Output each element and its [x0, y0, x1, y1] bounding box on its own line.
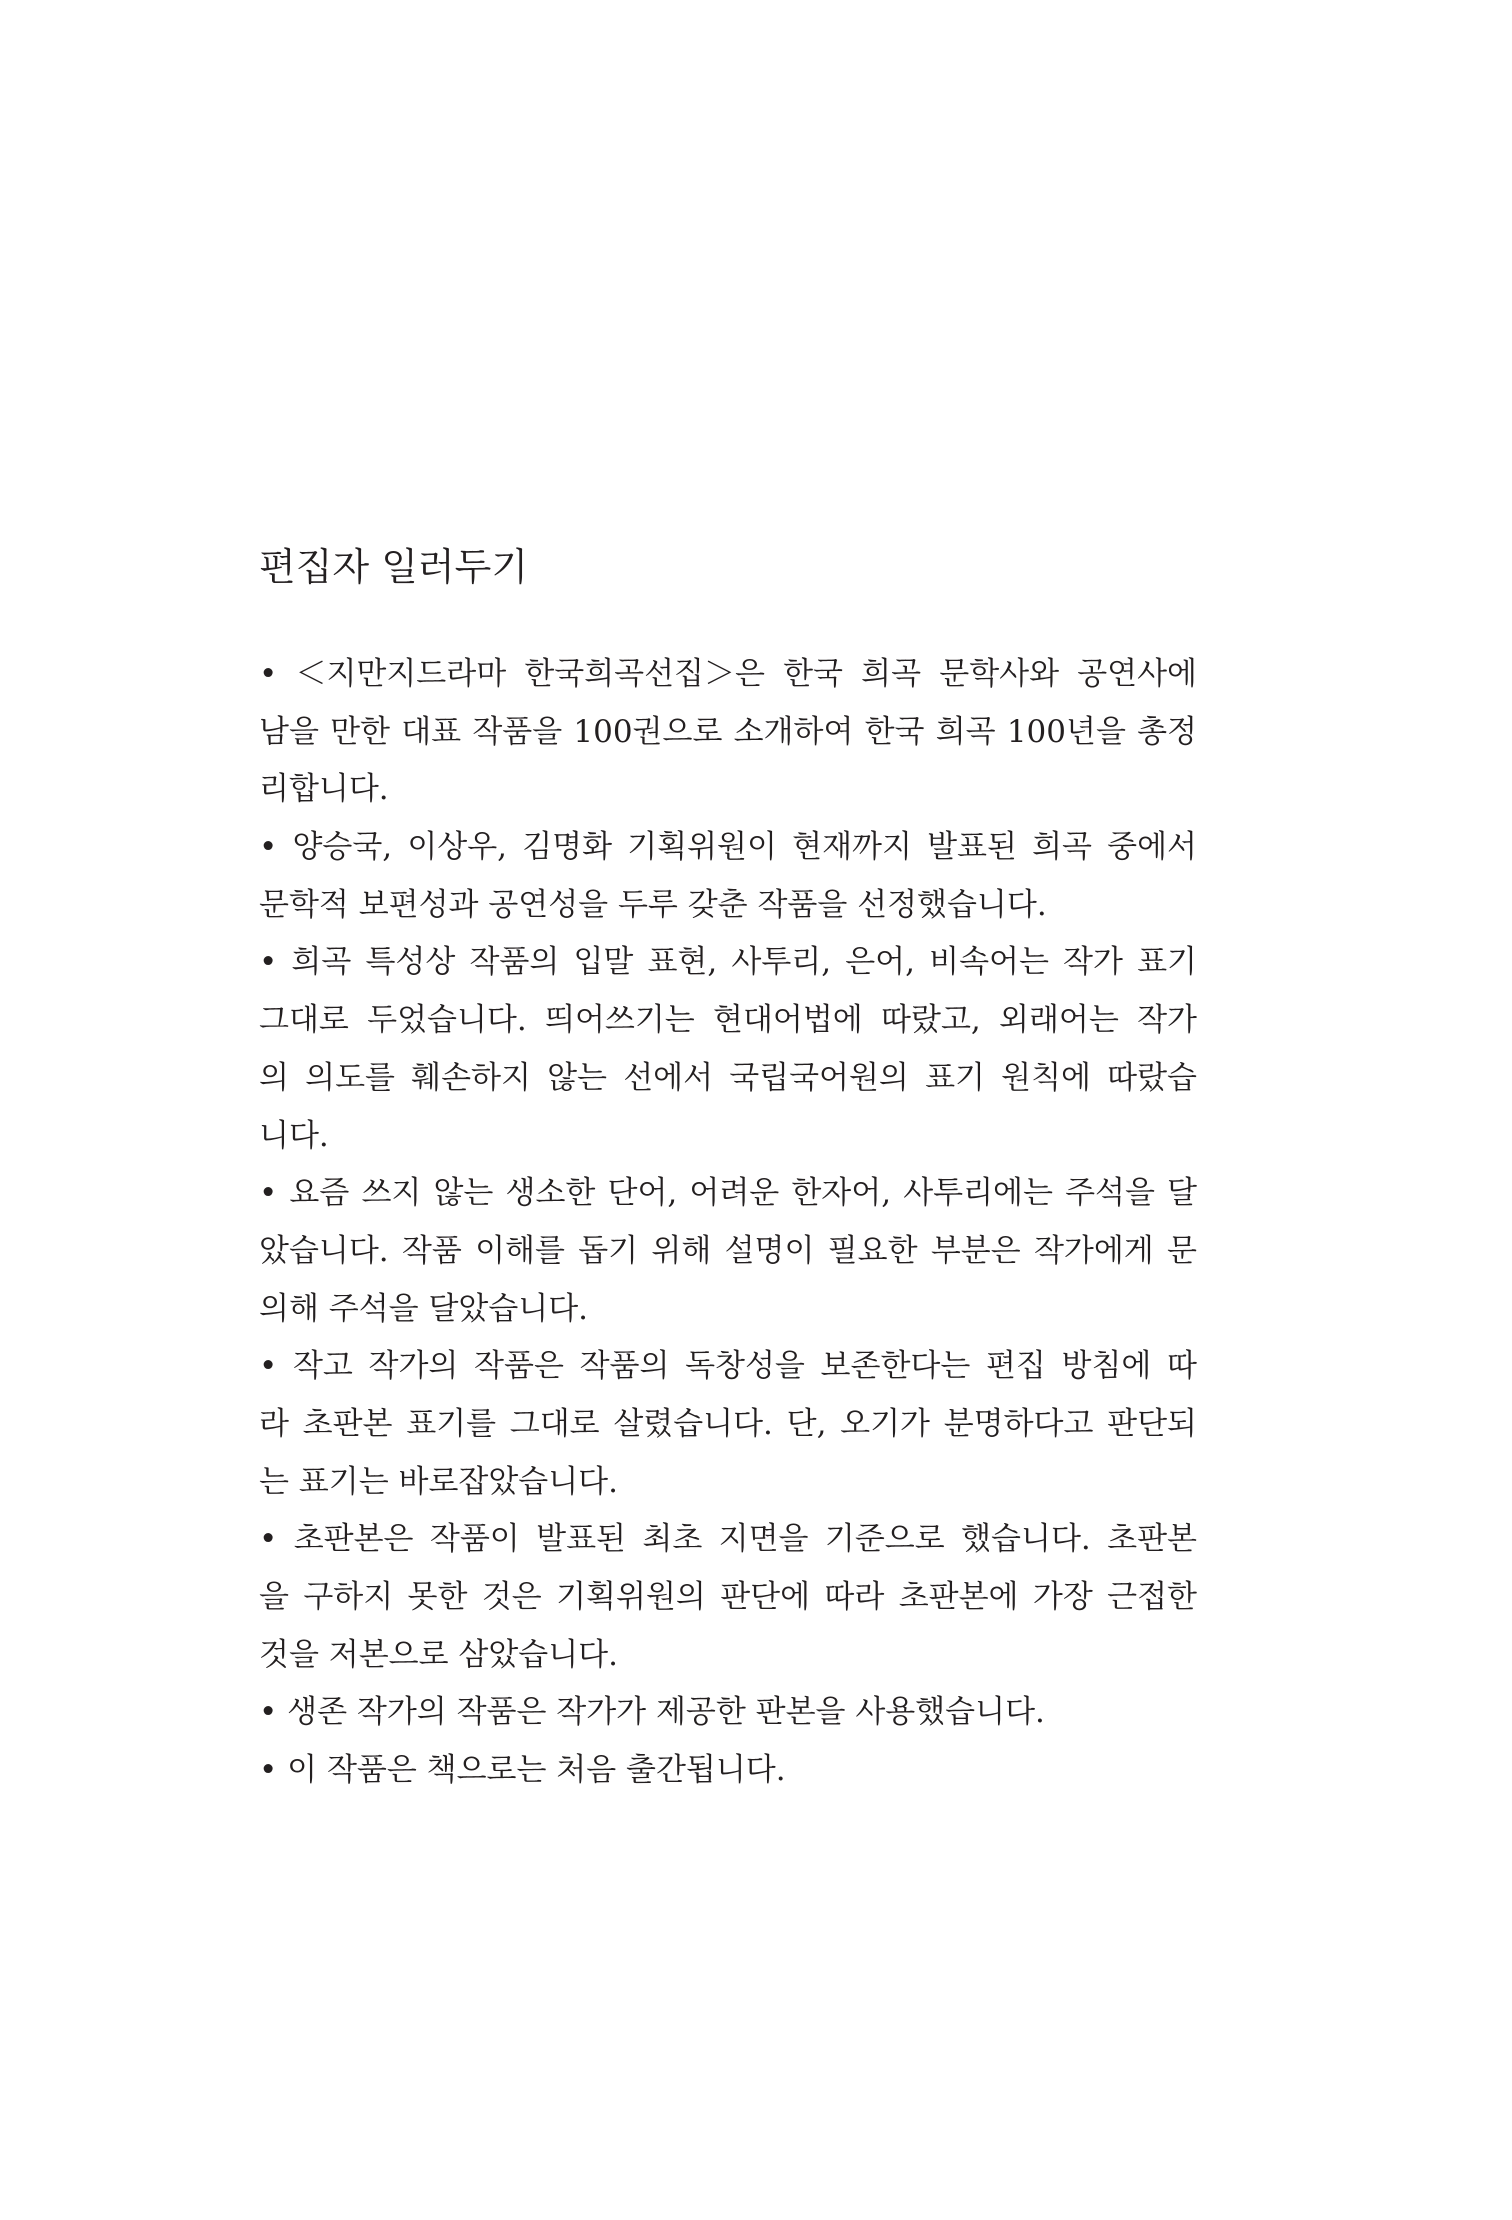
note-line: [259, 1454, 1197, 1512]
note-line-text: 리합니다.: [259, 771, 389, 808]
note-item: [259, 1684, 1197, 1742]
note-line-text: 니다.: [259, 1117, 329, 1154]
note-line: [259, 1511, 1197, 1569]
note-item: [259, 1511, 1197, 1684]
note-line: [259, 1742, 1197, 1800]
note-line: [259, 1684, 1197, 1742]
note-line: [259, 1569, 1197, 1627]
note-line: [259, 704, 1197, 762]
note-line-text: 의 의도를 훼손하지 않는 선에서 국립국어원의 표기 원칙에 따랐습: [259, 1059, 1197, 1096]
note-line: [259, 646, 1197, 704]
note-item: [259, 1742, 1197, 1800]
note-item: [259, 646, 1197, 819]
note-line-text: 것을 저본으로 삼았습니다.: [259, 1636, 618, 1673]
note-line-text: 의해 주석을 달았습니다.: [259, 1290, 589, 1327]
note-line: [259, 934, 1197, 992]
note-line-text: 았습니다. 작품 이해를 돕기 위해 설명이 필요한 부분은 작가에게 문: [259, 1232, 1197, 1269]
note-line-text: • ＜지만지드라마 한국희곡선집＞은 한국 희곡 문학사와 공연사에: [259, 656, 1197, 692]
note-line-text: 문학적 보편성과 공연성을 두루 갖춘 작품을 선정했습니다.: [259, 886, 1047, 923]
notes-list: [259, 646, 1197, 1800]
note-line-text: 는 표기는 바로잡았습니다.: [259, 1463, 618, 1500]
note-line-text: 을 구하지 못한 것은 기획위원의 판단에 따라 초판본에 가장 근접한: [259, 1579, 1197, 1615]
note-line-text: • 요즘 쓰지 않는 생소한 단어, 어려운 한자어, 사투리에는 주석을 달: [259, 1175, 1197, 1212]
note-line-text: • 작고 작가의 작품은 작품의 독창성을 보존한다는 편집 방침에 따: [259, 1348, 1197, 1385]
note-item: [259, 1165, 1197, 1338]
note-line: [259, 877, 1197, 935]
note-line: [259, 1338, 1197, 1396]
note-line-text: 그대로 두었습니다. 띄어쓰기는 현대어법에 따랐고, 외래어는 작가: [259, 1002, 1197, 1039]
note-line: [259, 1396, 1197, 1454]
note-line: [259, 992, 1197, 1050]
note-line-text: • 희곡 특성상 작품의 입말 표현, 사투리, 은어, 비속어는 작가 표기: [259, 944, 1197, 981]
note-line: [259, 1281, 1197, 1339]
note-line-text: • 양승국, 이상우, 김명화 기획위원이 현재까지 발표된 희곡 중에서: [259, 829, 1197, 866]
note-line-text: 라 초판본 표기를 그대로 살렸습니다. 단, 오기가 분명하다고 판단되: [259, 1405, 1197, 1442]
note-line-text: • 이 작품은 책으로는 처음 출간됩니다.: [259, 1752, 786, 1789]
page-title: 편집자 일러두기: [259, 545, 529, 589]
note-line: [259, 1050, 1197, 1108]
note-line: [259, 1108, 1197, 1166]
note-item: [259, 1338, 1197, 1511]
note-line: [259, 761, 1197, 819]
note-item: [259, 934, 1197, 1165]
note-item: [259, 819, 1197, 934]
note-line-text: 남을 만한 대표 작품을 100권으로 소개하여 한국 희곡 100년을 총정: [259, 713, 1197, 750]
note-line: [259, 819, 1197, 877]
note-line: [259, 1165, 1197, 1223]
note-line-text: • 초판본은 작품이 발표된 최초 지면을 기준으로 했습니다. 초판본: [259, 1521, 1197, 1558]
note-line: [259, 1223, 1197, 1281]
note-line: [259, 1627, 1197, 1685]
note-line-text: • 생존 작가의 작품은 작가가 제공한 판본을 사용했습니다.: [259, 1694, 1045, 1731]
